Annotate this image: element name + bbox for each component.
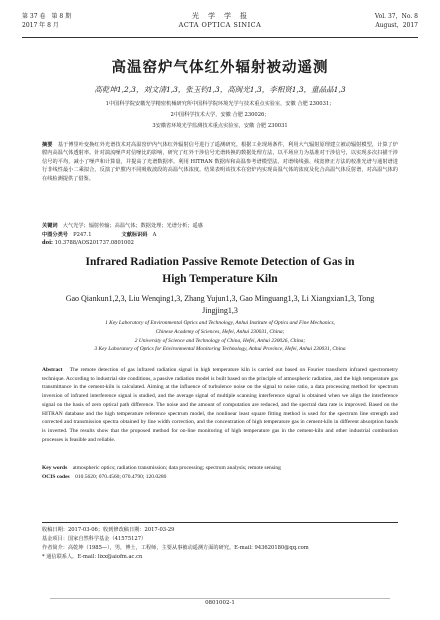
chinese-affiliation-1: 1中国科学院安徽光学精密机械研究所中国科学院环境光学与技术重点实验室，安徽 合肥 230031； [105,101,335,107]
volume-en: Vol. 37，No. 8 [374,13,418,20]
footnote-author-bio: 作者简介：高乾坤（1985—），男，博士，工程师，主要从事被动遥测方面的研究。E-mail: 943620180@qq.com [42,545,309,551]
header-center [22,12,418,30]
english-title-line-1: Infrared Radiation Passive Remote Detection of Gas in [85,256,355,268]
english-affiliations [30,319,410,354]
chinese-abstract [42,141,398,183]
english-keywords: atmospheric optics; radiation transmission; data processing; spectrum analysis; remote sensing [72,465,281,471]
chinese-keywords: 大气光学；辐射传输；高温气体；数据处理；光谱分析；遥感 [62,223,203,229]
footnote-contact: * 通信联系人。E-mail: lixx@aiofm.ac.cn [42,554,143,560]
volume-cn: 第 37 卷 第 8 期 [22,13,72,20]
english-keywords-label: Key words [42,465,68,471]
chinese-keywords-row [42,222,398,231]
classification-row [42,231,398,240]
english-authors: Gao Qiankun1,2,3, Liu Wenqing1,3, Zhang Yujun1,3, Gao Minguang1,3, Li Xiangxian1,3, Tong Jingjing1,3 [65,294,375,315]
english-metadata [42,464,398,482]
date-en: August，2017 [375,22,418,29]
footnote-funding: 基金项目：国家自然科学基金（41575127） [42,536,147,542]
english-abstract [42,366,398,444]
chinese-affiliation-2: 2中国科学技术大学，安徽 合肥 230026； [170,112,270,118]
clc-label: 中图分类号 [42,231,68,238]
english-title [0,254,440,288]
footnote-received: 收稿日期：2017-03-06；收到修改稿日期：2017-03-29 [42,527,175,533]
english-keywords-row [42,464,398,473]
chinese-abstract-label: 摘要 [42,142,53,148]
page-number: 0801002-1 [205,600,235,606]
english-title-line-2: High Temperature Kiln [162,273,278,285]
doi-label: doi: [42,240,53,247]
journal-name-cn: 光 学 学 报 [192,12,248,20]
doi-value[interactable]: 10.3788/AOS201737.0801002 [54,240,134,247]
ocis-row [42,473,398,482]
footnotes [42,522,398,562]
chinese-keywords-label: 关键词 [42,223,58,229]
english-abstract-label: Abstract [42,367,63,373]
journal-name-en: ACTA OPTICA SINICA [178,21,262,29]
chinese-affiliation-3: 3安徽省环境光学监测技术重点实验室，安徽 合肥 230031 [152,123,288,129]
ocis-codes: 010.5620; 070.4560; 070.4790; 120.0280 [75,474,167,480]
date-cn: 2017 年 8 月 [22,22,59,29]
english-affiliation-1b: Chinese Academy of Sciences, Hefei, Anhui 230031, China; [155,328,285,335]
doc-code-label: 文献标识码 [121,231,148,238]
chinese-abstract-text: 基于傅里叶变换红外光谱技术对高温窑炉内气体红外辐射信号进行了遥测研究。根据工业现场条件，利用大气辐射原理建立被动辐射模型，计算了炉膛内高温气体透射率。针对湍流噪声对信噪比的影响，研究了红外干涉信号光谱转换的数据处理方法，以平场应力为基准对干涉信号，以实现多次扫描干涉信号的平均，减小了噪声和计算量，并提高了光谱数据率。利用 HITRAN 数据库和高温参考谱模型法，对谱线线强、线宽修正方法的校准光谱与通射谱进行非线性最小二乘拟合，反演了炉膛内不同吸收波段的高温气体浓度。结果表明该技术在窑炉内实现高温气体的浓度及化合高温气体反射谱，对高温气体的在线检测提供了借鉴。 [42,142,398,182]
header-right [375,12,418,30]
chinese-metadata [42,222,398,248]
page-divider [50,598,390,599]
chinese-affiliations [0,99,440,132]
doi-row [42,239,398,248]
running-header [22,12,418,38]
doc-code-value: A [152,231,157,238]
clc-value: P247.1 [73,231,92,238]
chinese-title: 高温窑炉气体红外辐射被动遥测 [111,59,329,76]
english-affiliation-1a: 1 Key Laboratory of Environmental Optics and Technology, Anhui Institute of Optics and Fine Mechanics, [105,320,335,326]
ocis-label: OCIS codes [42,474,70,480]
english-abstract-text: The remote detection of gas infrared radiation signal in high temperature kiln is carried out based on Fourier transform infrared spectrometry technique. According to industrial site conditions, a passive radiation model is built based on the principle of atmospheric radiation, and the high temperature gas transmittance in the cement-kiln is calculated. Aiming at the influence of turbulence noise on the signal to noise ratio, a data processing method for spectrum inversion of infrared interference signal is studied, and the average signal of multiple scanning interference signal is obtained when we align the interference signal on the basis of zero optical path difference. The noise and the amount of computation are reduced, and the spectral data rate is improved. Based on the HITRAN database and the high temperature reference spectrum model, the nonlinear least square fitting method is used for the spectrum line strength and corrected and transmission spectra obtained by line width correction, and the concentration of high temperature gas in cement-kiln in different absorption bands is inverted. The results show that the proposed method for on-line monitoring of high temperature gas in the cement-kiln and other industrial combustion processes is feasible and reliable. [42,367,398,443]
chinese-authors: 高乾坤1,2,3，刘文清1,3，张玉钧1,3，高闽光1,3，李相贤1,3，童晶晶1,3 [94,85,346,94]
english-affiliation-2: 2 University of Science and Technology of China, Hefei, Anhui 230026, China; [134,337,306,344]
english-affiliation-3: 3 Key Laboratory of Optics for Environmental Monitoring Technology, Anhui Province, Hefei, Anhui 230031, China [94,346,346,353]
